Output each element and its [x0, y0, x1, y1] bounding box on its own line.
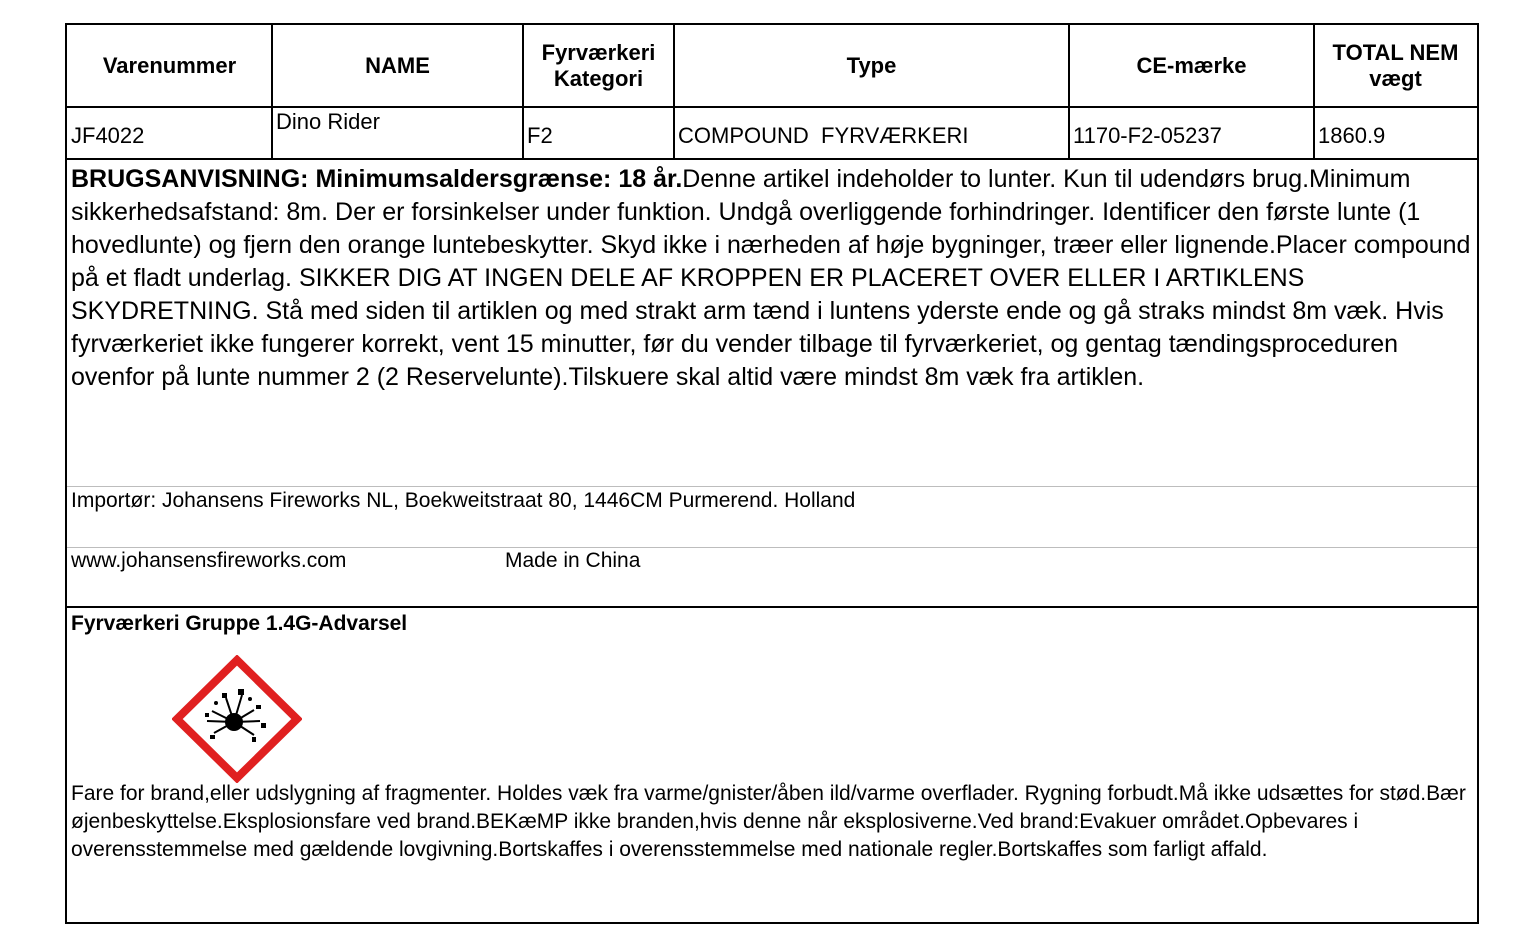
- instructions-text: Denne artikel indeholder to lunter. Kun til udendørs brug.Minimum sikkerhedsafstand: 8m. Der er forsinkelser under funktion. Undgå overliggende forhindringer. Identificer den første lunte (1 hovedlunte) og fjern den orange luntebeskytter. Skyd ikke i nærheden af høje bygninger, træer eller lignende.Placer compound på et fladt underlag. SIKKER DIG AT INGEN DELE AF KROPPEN ER PLACERET OVER ELLER I ARTIKLENS SKYDRETNING. Stå med siden til artiklen og med strakt arm tænd i luntens yderste ende og gå straks mindst 8m væk. Hvis fyrværkeriet ikke fungerer korrekt, vent 15 minutter, før du vender tilbage til fyrværkeriet, og gentag tændingsproceduren ovenfor på lunte nummer 2 (2 Reservelunte).Tilskuere skal altid være mindst 8m væk fra artiklen.: [71, 165, 1471, 391]
- column-divider: [522, 25, 524, 159]
- column-divider: [1068, 25, 1070, 159]
- cell-name: Dino Rider: [276, 109, 380, 134]
- country-of-origin: Made in China: [505, 549, 641, 572]
- usage-instructions: [71, 163, 1473, 394]
- column-divider: [673, 25, 675, 159]
- header-item-number: Varenummer: [102, 53, 237, 78]
- importer-address: Importør: Johansens Fireworks NL, Boekweitstraat 80, 1446CM Purmerend. Holland: [71, 489, 856, 512]
- column-divider: [1313, 25, 1315, 159]
- header-ce-mark: CE-mærke: [1136, 53, 1247, 78]
- header-divider: [67, 106, 1477, 108]
- website-link: www.johansensfireworks.com: [71, 549, 347, 572]
- cell-type: COMPOUND FYRVÆRKERI: [678, 123, 969, 148]
- header-name: NAME: [365, 53, 430, 78]
- section-divider: [67, 547, 1477, 548]
- cell-ce-mark: 1170-F2-05237: [1073, 123, 1222, 148]
- exploding-bomb-icon: [172, 655, 302, 783]
- cell-item-number: JF4022: [71, 123, 145, 148]
- header-category: Fyrværkeri Kategori: [541, 40, 656, 91]
- column-divider: [271, 25, 273, 159]
- header-total-nem: TOTAL NEM vægt: [1332, 40, 1459, 91]
- cell-category: F2: [527, 123, 553, 148]
- table-bottom-divider: [67, 158, 1477, 160]
- warning-title: Fyrværkeri Gruppe 1.4G-Advarsel: [71, 612, 408, 635]
- header-type: Type: [846, 53, 897, 78]
- product-info-table: [67, 25, 1477, 159]
- hazard-statements: Fare for brand,eller udslygning af fragmenter. Holdes væk fra varme/gnister/åben ild/varme overflader. Rygning forbudt.Må ikke udsættes for stød.Bær øjenbeskyttelse.Eksplosionsfare ved brand.BEKæMP ikke branden,hvis denne når eksplosiverne.Ved brand:Evakuer området.Opbevares i overensstemmelse med gældende lovgivning.Bortskaffes i overensstemmelse med nationale regler.Bortskaffes som farligt affald.: [71, 782, 1466, 861]
- instructions-label: BRUGSANVISNING: Minimumsaldersgrænse: 18 år.: [71, 165, 683, 193]
- table-header-row: [67, 25, 1477, 107]
- product-label: [65, 23, 1479, 924]
- cell-total-nem: 1860.9: [1318, 123, 1386, 148]
- warning-section-divider: [67, 606, 1477, 608]
- table-row: [67, 107, 1477, 159]
- section-divider: [67, 486, 1477, 487]
